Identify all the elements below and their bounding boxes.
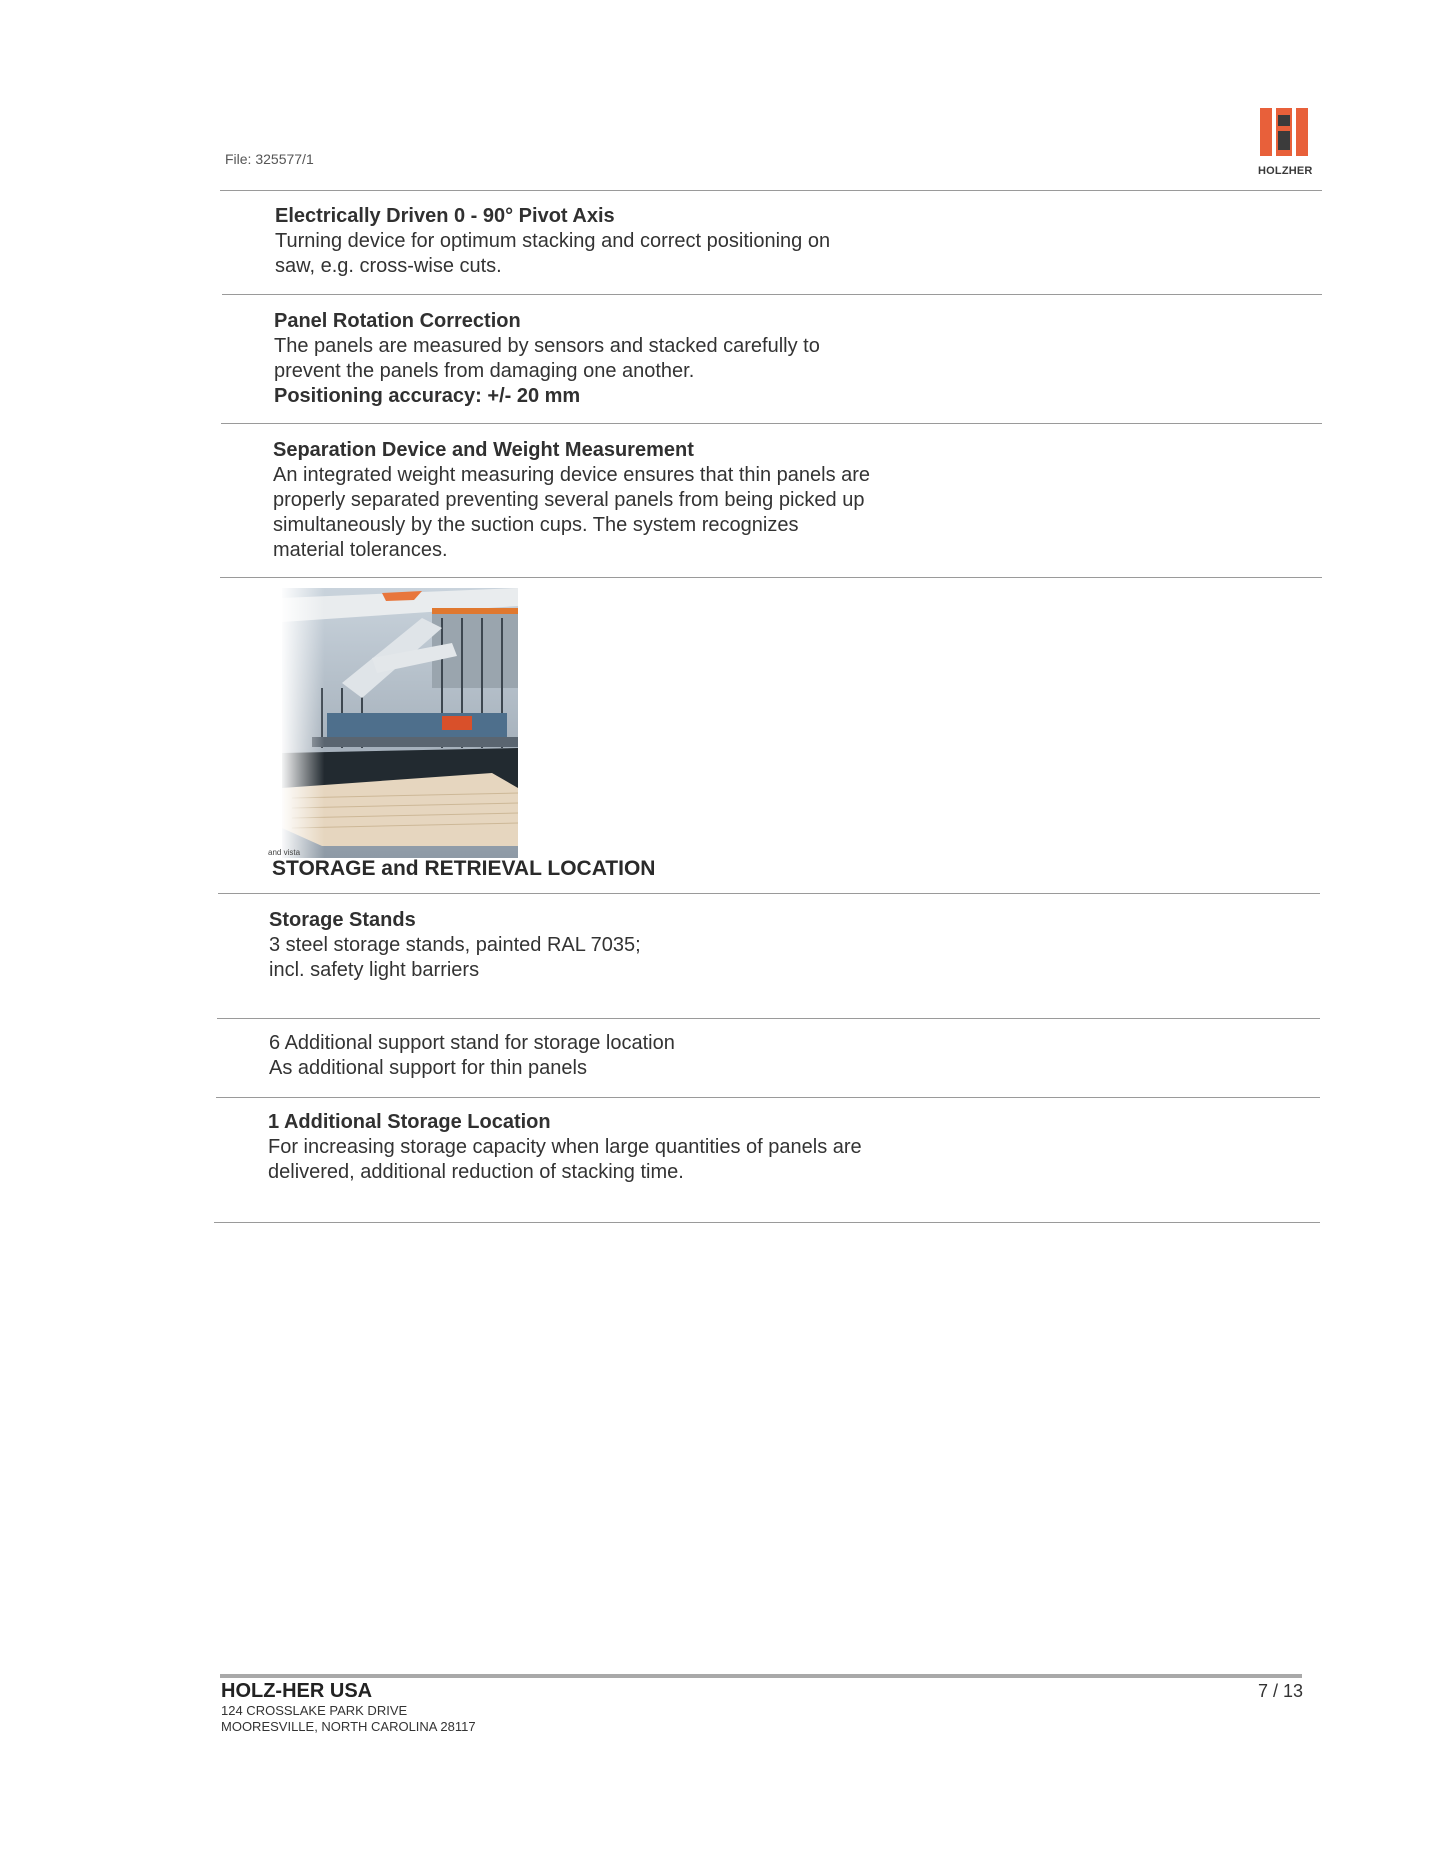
storage-system-photo — [282, 588, 518, 858]
section-text: As additional support for thin panels — [269, 1057, 587, 1079]
section-separation-device — [273, 438, 870, 563]
page-number: 7 / 13 — [1258, 1681, 1304, 1701]
section-title: Separation Device and Weight Measurement — [273, 439, 694, 461]
section-title: Storage Stands — [269, 909, 416, 931]
footer-address-line2: MOORESVILLE, NORTH CAROLINA 28117 — [221, 1719, 476, 1734]
section-additional-support — [269, 1031, 675, 1081]
divider — [214, 1222, 1320, 1223]
holzher-logo — [1258, 106, 1313, 177]
divider — [221, 423, 1322, 424]
section-storage-stands — [269, 908, 641, 983]
photo-caption: and vista — [268, 848, 301, 857]
divider — [217, 1018, 1320, 1019]
section-text: delivered, additional reduction of stacking time. — [268, 1161, 684, 1183]
file-label: File: 325577/1 — [225, 151, 314, 167]
section-additional-storage — [268, 1110, 862, 1185]
section-title: Panel Rotation Correction — [274, 310, 521, 332]
section-text: An integrated weight measuring device ensures that thin panels are — [273, 464, 871, 486]
divider — [222, 294, 1322, 295]
divider — [218, 893, 1320, 894]
divider — [220, 190, 1322, 191]
divider — [220, 577, 1322, 578]
footer-address-line1: 124 CROSSLAKE PARK DRIVE — [221, 1703, 408, 1718]
section-text: prevent the panels from damaging one another. — [274, 360, 695, 382]
section-title: Electrically Driven 0 - 90° Pivot Axis — [275, 205, 615, 227]
positioning-accuracy: Positioning accuracy: +/- 20 mm — [274, 385, 581, 407]
section-text: 6 Additional support stand for storage location — [269, 1032, 675, 1054]
section-text: For increasing storage capacity when large quantities of panels are — [268, 1136, 862, 1158]
section-title: 1 Additional Storage Location — [268, 1111, 551, 1133]
footer-bar — [220, 1674, 1302, 1678]
footer-company: HOLZ-HER USA — [221, 1680, 373, 1702]
section-panel-rotation — [274, 309, 820, 409]
storage-heading: STORAGE and RETRIEVAL LOCATION — [272, 857, 656, 880]
section-text: The panels are measured by sensors and stacked carefully to — [274, 335, 820, 357]
section-pivot-axis — [275, 204, 830, 279]
section-text: material tolerances. — [273, 539, 448, 561]
section-text: Turning device for optimum stacking and correct positioning on — [275, 230, 831, 252]
divider — [216, 1097, 1320, 1098]
section-text: properly separated preventing several panels from being picked up — [273, 489, 865, 511]
section-text: incl. safety light barriers — [269, 959, 480, 981]
section-text: simultaneously by the suction cups. The system recognizes — [273, 514, 799, 536]
holzher-logo-icon — [1258, 106, 1310, 158]
section-text: 3 steel storage stands, painted RAL 7035; — [269, 934, 641, 956]
logo-text: HOLZHER — [1258, 165, 1313, 177]
section-text: saw, e.g. cross-wise cuts. — [275, 255, 502, 277]
